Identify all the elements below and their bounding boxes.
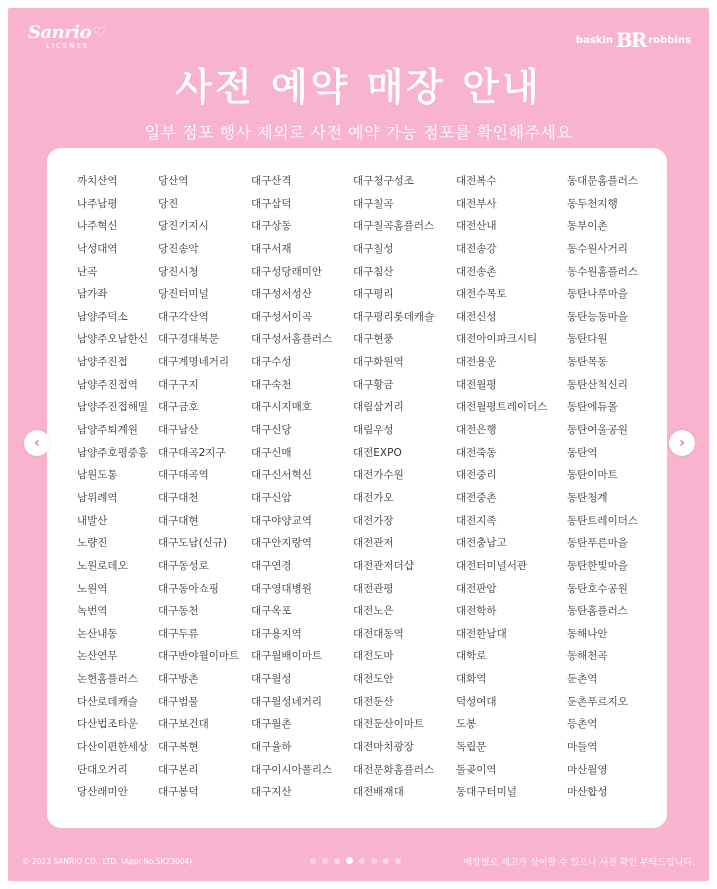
store-item: 대구평리 (353, 288, 394, 301)
store-item: 대전아이파크시티 (456, 333, 538, 346)
store-item: 대구상동 (251, 220, 292, 233)
store-item: 대구본리 (158, 763, 199, 776)
store-item: 대전지족 (456, 514, 497, 527)
store-item: 논산연무 (77, 650, 118, 663)
store-item: 동탄홈플러스 (567, 605, 628, 618)
store-item: 마산월영 (567, 763, 608, 776)
store-item: 대전월평 (456, 378, 497, 391)
store-item: 대전수목토 (456, 288, 507, 301)
store-item: 대구월성네거리 (251, 695, 323, 708)
baskin-robbins-logo (576, 30, 691, 50)
store-item: 대구이시아폴리스 (251, 763, 333, 776)
store-item: 대학로 (456, 650, 487, 663)
store-item: 대전은행 (456, 424, 497, 437)
store-item: 대구신서혁신 (251, 469, 312, 482)
store-item: 낙성대역 (77, 242, 118, 255)
pagination-dot-1[interactable] (310, 858, 316, 864)
store-item: 남양주퇴계원 (77, 424, 138, 437)
store-item: 대구율하 (251, 741, 292, 754)
page-title: 사전 예약 매장 안내 (175, 65, 542, 109)
store-column-3 (251, 170, 332, 804)
store-item: 다산로데캐슬 (77, 695, 138, 708)
store-item: 남양주오남한신 (77, 333, 149, 346)
store-item: 다산법조타운 (77, 718, 138, 731)
store-item: 대전관저더샵 (353, 559, 414, 572)
store-item: 등촌역 (567, 718, 598, 731)
heart-icon: ♡ (93, 25, 106, 41)
store-item: 대전용운 (456, 356, 497, 369)
store-item: 남가좌 (77, 288, 108, 301)
store-item: 동탄에듀몰 (567, 401, 618, 414)
store-item: 대전한남대 (456, 627, 507, 640)
store-item: 대구복현 (158, 741, 199, 754)
store-item: 나주남평 (77, 197, 118, 210)
store-item: 대림삼거리 (353, 401, 404, 414)
store-item: 당산래미안 (77, 786, 128, 799)
store-item: 대구산격 (251, 175, 292, 187)
store-item: 대구계명네거리 (158, 356, 230, 369)
store-item: 대구금호 (158, 401, 199, 414)
store-item: 대구성당래미안 (251, 265, 323, 278)
store-item: 대구옥포 (251, 605, 292, 618)
store-item: 대전중리 (456, 469, 497, 482)
page-subtitle: 일부 점포 행사 제외로 사전 예약 가능 점포를 확인해주세요 (144, 123, 573, 142)
pagination-dot-4[interactable] (346, 857, 353, 864)
store-item: 둔촌푸르지오 (567, 695, 628, 708)
store-item: 대구영대병원 (251, 582, 312, 595)
store-item: 까치산역 (77, 175, 118, 187)
store-item: 덕성여대 (456, 695, 497, 708)
store-item: 내발산 (77, 514, 108, 527)
store-item: 남양주진접 (77, 356, 128, 369)
store-column-1 (77, 170, 148, 804)
store-item: 대전복수 (456, 175, 497, 187)
store-item: 대구대천 (158, 491, 199, 504)
store-item: 대구성서이곡 (251, 310, 312, 323)
store-item: 대구침산 (353, 265, 394, 278)
store-item: 대전관평 (353, 582, 394, 595)
store-item: 대구봉덕 (158, 786, 199, 799)
store-item: 대림우성 (353, 424, 394, 437)
store-item: 대구대현 (158, 514, 199, 527)
store-item: 마들역 (567, 741, 598, 754)
store-item: 대전월평트레이더스 (456, 401, 548, 414)
br-mark-icon: BR (615, 28, 646, 52)
store-item: 대구신암 (251, 491, 292, 504)
footer-note: 매장별로 재고가 상이할 수 있으니 사전 확인 부탁드립니다. (463, 858, 695, 868)
store-item: 남양주진접역 (77, 378, 138, 391)
store-item: 당산역 (158, 175, 189, 187)
store-item: 논산내동 (77, 627, 118, 640)
store-item: 대구연경 (251, 559, 292, 572)
store-item: 대전관저 (353, 537, 394, 550)
pagination-dot-8[interactable] (395, 858, 401, 864)
store-item: 대구청구성조 (353, 175, 414, 187)
store-item: 대구황금 (353, 378, 394, 391)
store-item: 동수원사거리 (567, 242, 628, 255)
sanrio-wordmark: Sanrio (28, 22, 92, 43)
store-item: 남양주진접해밀 (77, 401, 149, 414)
store-item: 동탄산척신리 (567, 378, 628, 391)
store-item: 동탄능동마을 (567, 310, 628, 323)
store-item: 대구안지랑역 (251, 537, 312, 550)
store-item: 대구각산역 (158, 310, 209, 323)
store-item: 대구칠곡홈플러스 (353, 220, 435, 233)
store-item: 대구현풍 (353, 333, 394, 346)
store-item: 대전도안 (353, 673, 394, 686)
store-item: 대구경대북문 (158, 333, 219, 346)
store-item: 대구두류 (158, 627, 199, 640)
store-item: 대전가수원 (353, 469, 404, 482)
store-item: 대구범물 (158, 695, 199, 708)
store-item: 남원도통 (77, 469, 118, 482)
store-item: 대구동성로 (158, 559, 209, 572)
store-item: 둔촌역 (567, 673, 598, 686)
store-item: 남위례역 (77, 491, 118, 504)
store-item: 동탄호수공원 (567, 582, 628, 595)
store-item: 대구삼덕 (251, 197, 292, 210)
store-item: 노량진 (77, 537, 108, 550)
store-item: 당진기지시 (158, 220, 209, 233)
pagination-dot-3[interactable] (334, 858, 340, 864)
store-item: 대전충남고 (456, 537, 507, 550)
store-item: 논현홈플러스 (77, 673, 138, 686)
store-item: 대전판암 (456, 582, 497, 595)
store-item: 동탄다원 (567, 333, 608, 346)
chevron-left-icon: ‹ (34, 435, 40, 451)
store-item: 대전EXPO (353, 446, 402, 459)
store-item: 대구월배이마트 (251, 650, 323, 663)
store-item: 대구구지 (158, 378, 199, 391)
prev-slide-button[interactable] (24, 430, 50, 456)
store-item: 동두천지행 (567, 197, 618, 210)
store-item: 대전도마 (353, 650, 394, 663)
store-item: 녹번역 (77, 605, 108, 618)
store-item: 남양주호평중흥 (77, 446, 149, 459)
store-column-5 (456, 170, 547, 804)
store-item: 난곡 (77, 265, 98, 278)
store-item: 대전산내 (456, 220, 497, 233)
robbins-word: robbins (648, 34, 691, 46)
store-item: 대구신매 (251, 446, 292, 459)
store-item: 대전학하 (456, 605, 497, 618)
store-item: 동해나안 (567, 627, 608, 640)
store-item: 대구칠곡 (353, 197, 394, 210)
store-item: 대구지산 (251, 786, 292, 799)
pagination-dot-5[interactable] (359, 858, 365, 864)
store-item: 대화역 (456, 673, 487, 686)
store-item: 대전배재대 (353, 786, 404, 799)
store-column-6 (567, 170, 638, 804)
store-item: 당진송악 (158, 242, 199, 255)
store-item: 당진시청 (158, 265, 199, 278)
store-item: 동수원홈플러스 (567, 265, 639, 278)
store-item: 대구월성 (251, 673, 292, 686)
store-item: 동대구터미널 (456, 786, 517, 799)
store-item: 대구성서홈플러스 (251, 333, 333, 346)
store-item: 동탄나루마을 (567, 288, 628, 301)
next-slide-button[interactable] (669, 430, 695, 456)
store-item: 대구칠성 (353, 242, 394, 255)
store-item: 대구수성 (251, 356, 292, 369)
carousel-pagination (310, 857, 401, 864)
store-item: 대구화원역 (353, 356, 404, 369)
store-item: 동탄역 (567, 446, 598, 459)
pagination-dot-6[interactable] (371, 858, 377, 864)
store-item: 대전터미널서관 (456, 559, 528, 572)
store-item: 대구성서성산 (251, 288, 312, 301)
store-item: 대전신성 (456, 310, 497, 323)
store-item: 다산이편한세상 (77, 741, 149, 754)
store-item: 대구방촌 (158, 673, 199, 686)
store-item: 당진 (158, 197, 179, 210)
pagination-dot-7[interactable] (383, 858, 389, 864)
store-item: 대구대곡역 (158, 469, 209, 482)
store-item: 대구평리롯데캐슬 (353, 310, 435, 323)
store-item: 대전가오 (353, 491, 394, 504)
store-list-panel (47, 148, 667, 828)
store-item: 대전죽동 (456, 446, 497, 459)
store-item: 동탄여울공원 (567, 424, 628, 437)
store-item: 동부이촌 (567, 220, 608, 233)
store-item: 남양주덕소 (77, 310, 128, 323)
store-column-2 (158, 170, 239, 804)
store-column-4 (353, 170, 434, 804)
store-item: 동탄목동 (567, 356, 608, 369)
store-item: 독립문 (456, 741, 487, 754)
store-item: 대구신당 (251, 424, 292, 437)
store-item: 대구동아쇼핑 (158, 582, 219, 595)
store-item: 동탄트레이더스 (567, 514, 639, 527)
store-item: 대구시지매호 (251, 401, 312, 414)
store-item: 동탄한빛마을 (567, 559, 628, 572)
store-item: 대구남산 (158, 424, 199, 437)
store-item: 대전노은 (353, 605, 394, 618)
store-item: 대전송촌 (456, 265, 497, 278)
store-item: 동해천곡 (567, 650, 608, 663)
store-item: 노원로데오 (77, 559, 128, 572)
store-item: 대전문화홈플러스 (353, 763, 435, 776)
store-item: 대구월촌 (251, 718, 292, 731)
store-item: 돌곶이역 (456, 763, 497, 776)
store-item: 단대오거리 (77, 763, 128, 776)
store-item: 대전부사 (456, 197, 497, 210)
store-item: 대구보건대 (158, 718, 209, 731)
store-item: 대구서재 (251, 242, 292, 255)
store-item: 대구용지역 (251, 627, 302, 640)
store-item: 나주혁신 (77, 220, 118, 233)
store-item: 대전가장 (353, 514, 394, 527)
store-item: 대전둔산이마트 (353, 718, 425, 731)
store-item: 대구반야월이마트 (158, 650, 240, 663)
store-item: 대전중촌 (456, 491, 497, 504)
pagination-dot-2[interactable] (322, 858, 328, 864)
license-label: LICENSE (46, 42, 90, 50)
store-item: 당진터미널 (158, 288, 209, 301)
store-item: 대전마치광장 (353, 741, 414, 754)
store-item: 대전송강 (456, 242, 497, 255)
store-item: 대구동천 (158, 605, 199, 618)
store-item: 대구야양교역 (251, 514, 312, 527)
store-item: 노원역 (77, 582, 108, 595)
store-item: 대구도남(신규) (158, 537, 228, 550)
store-item: 도봉 (456, 718, 477, 731)
store-item: 대전대동역 (353, 627, 404, 640)
store-item: 동탄청계 (567, 491, 608, 504)
store-item: 동대문홈플러스 (567, 175, 639, 187)
store-item: 대전둔산 (353, 695, 394, 708)
store-item: 대구숙천 (251, 378, 292, 391)
store-item: 대구대곡2지구 (158, 446, 226, 459)
baskin-word: baskin (575, 34, 613, 46)
store-item: 동탄이마트 (567, 469, 618, 482)
store-item: 동탄푸른마을 (567, 537, 628, 550)
chevron-right-icon: › (679, 435, 685, 451)
copyright-text: © 2023 SANRIO CO., LTD. (Appr.No.SK23004) (22, 857, 193, 866)
store-item: 마산합성 (567, 786, 608, 799)
